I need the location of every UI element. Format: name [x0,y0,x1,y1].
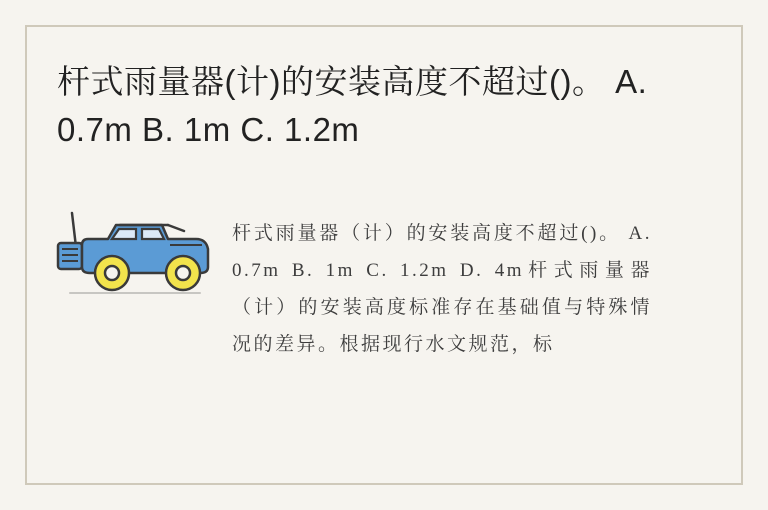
body-paragraph: 杆式雨量器（计）的安装高度不超过()。 A. 0.7m B. 1m C. 1.2m D. 4m杆式雨量器（计）的安装高度标准存在基础值与特殊情况的差异。根据现行水文规范，标 [232,223,660,355]
page-title: 杆式雨量器(计)的安装高度不超过()。 A. 0.7m B. 1m C. 1.2m [57,63,657,148]
jeep-car-illustration [50,205,220,300]
